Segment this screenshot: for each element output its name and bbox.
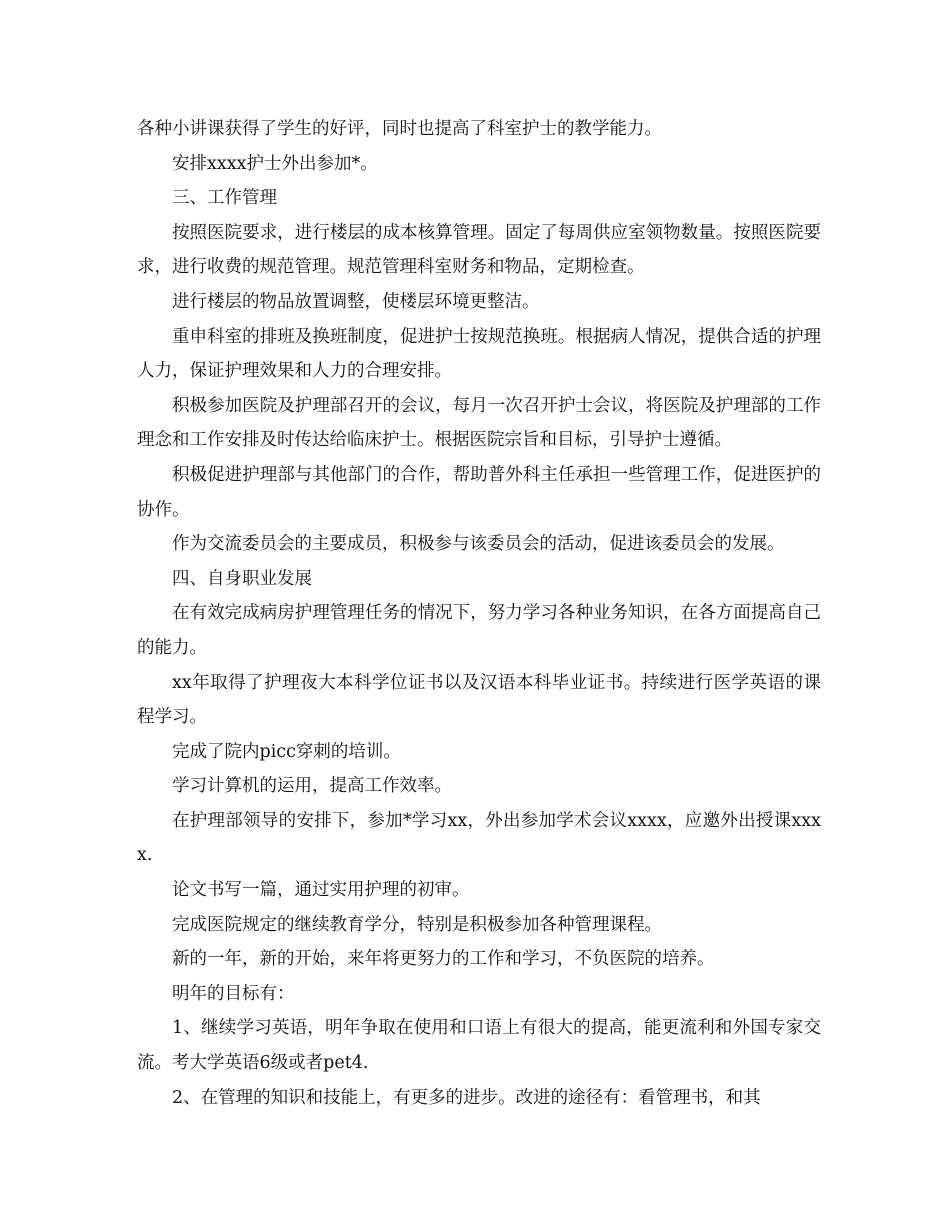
paragraph: 安排xxxx护士外出参加*。	[172, 153, 378, 174]
paragraph: 完成了院内picc穿刺的培训。	[172, 741, 401, 762]
section-heading: 四、自身职业发展	[172, 568, 312, 589]
paragraph: 完成医院规定的继续教育学分，特别是积极参加各种管理课程。	[172, 914, 662, 935]
paragraph: 按照医院要求，进行楼层的成本核算管理。固定了每周供应室领物数量。按照医院要求，进行收费的规范管理。规范管理科室财务和物品，定期检查。	[137, 222, 821, 278]
paragraph: 学习计算机的运用，提高工作效率。	[172, 776, 452, 797]
paragraph: 积极促进护理部与其他部门的合作，帮助普外科主任承担一些管理工作，促进医护的协作。	[137, 464, 821, 520]
paragraph: 积极参加医院及护理部召开的会议，每月一次召开护士会议，将医院及护理部的工作理念和工作安排及时传达给临床护士。根据医院宗旨和目标，引导护士遵循。	[137, 395, 821, 451]
paragraph: 新的一年，新的开始，来年将更努力的工作和学习，不负医院的培养。	[172, 949, 715, 970]
paragraph: 重申科室的排班及换班制度，促进护士按规范换班。根据病人情况，提供合适的护理人力，保证护理效果和人力的合理安排。	[137, 326, 821, 382]
document-body	[137, 112, 821, 1115]
paragraph: xx年取得了护理夜大本科学位证书以及汉语本科毕业证书。持续进行医学英语的课程学习。	[137, 672, 821, 728]
paragraph: 在有效完成病房护理管理任务的情况下，努力学习各种业务知识，在各方面提高自己的能力。	[137, 603, 821, 658]
paragraph: 论文书写一篇，通过实用护理的初审。	[172, 880, 470, 901]
paragraph: 在护理部领导的安排下，参加*学习xx，外出参加学术会议xxxx，应邀外出授课xxxx.	[137, 810, 821, 866]
list-item: 2、在管理的知识和技能上，有更多的进步。改进的途径有：看管理书，和其	[172, 1087, 761, 1108]
section-heading: 三、工作管理	[172, 188, 277, 209]
paragraph: 各种小讲课获得了学生的好评，同时也提高了科室护士的教学能力。	[137, 119, 662, 139]
list-item: 1、继续学习英语，明年争取在使用和口语上有很大的提高，能更流利和外国专家交流。考大学英语6级或者pet4.	[137, 1018, 821, 1074]
paragraph: 进行楼层的物品放置调整，使楼层环境更整洁。	[172, 291, 540, 312]
paragraph: 明年的目标有：	[172, 983, 295, 1004]
paragraph: 作为交流委员会的主要成员，积极参与该委员会的活动，促进该委员会的发展。	[172, 534, 785, 555]
